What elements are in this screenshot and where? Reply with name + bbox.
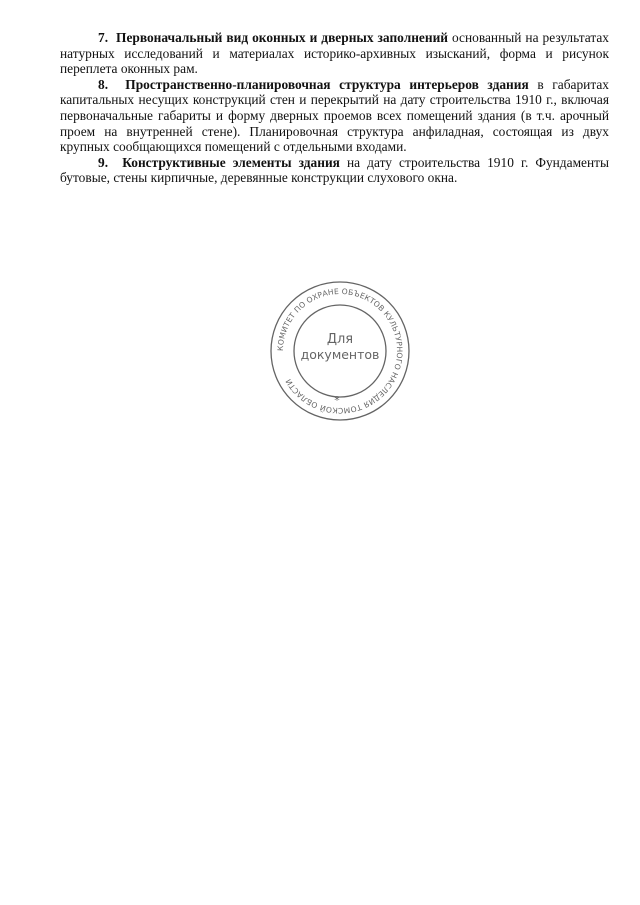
- item-9: [60, 155, 609, 186]
- item-7-number: 7.: [98, 30, 109, 45]
- item-7-heading: Первоначальный вид оконных и дверных заполнений: [116, 30, 449, 45]
- document-body: [60, 30, 609, 186]
- seal-center-line1: Для: [326, 332, 354, 347]
- round-seal-stamp: [266, 277, 414, 425]
- item-7: [60, 30, 609, 77]
- item-7-text: основанный на результатах натурных исследований и материалах историко-архивных изысканий, форма и рисунок переплета оконных рам.: [60, 30, 609, 77]
- seal-star: *: [334, 394, 340, 407]
- item-8: [60, 77, 609, 155]
- item-8-number: 8.: [98, 76, 109, 92]
- item-9-text: на дату строительства 1910 г. Фундаменты бутовые, стены кирпичные, деревянные конструкции слухового окна.: [60, 154, 609, 186]
- seal-center-line2: документов: [300, 347, 380, 362]
- item-8-heading: Пространственно-планировочная структура интерьеров здания: [125, 76, 529, 92]
- item-9-number: 9.: [98, 154, 109, 170]
- seal-ring-text: КОМИТЕТ ПО ОХРАНЕ ОБЪЕКТОВ КУЛЬТУРНОГО НАСЛЕДИЯ ТОМСКОЙ ОБЛАСТИ: [275, 286, 405, 416]
- item-8-text: в габаритах капитальных несущих конструкций стен и перекрытий на дату строительства 1910 г., включая первоначальные габариты и форму дверных проемов всех помещений здания (в т.ч. арочный проем на внутренней стене). Планировочная структура анфиладная, состоящая из двух крупных сообщающихся помещений с отдельными входами.: [60, 76, 609, 155]
- item-9-heading: Конструктивные элементы здания: [122, 154, 340, 170]
